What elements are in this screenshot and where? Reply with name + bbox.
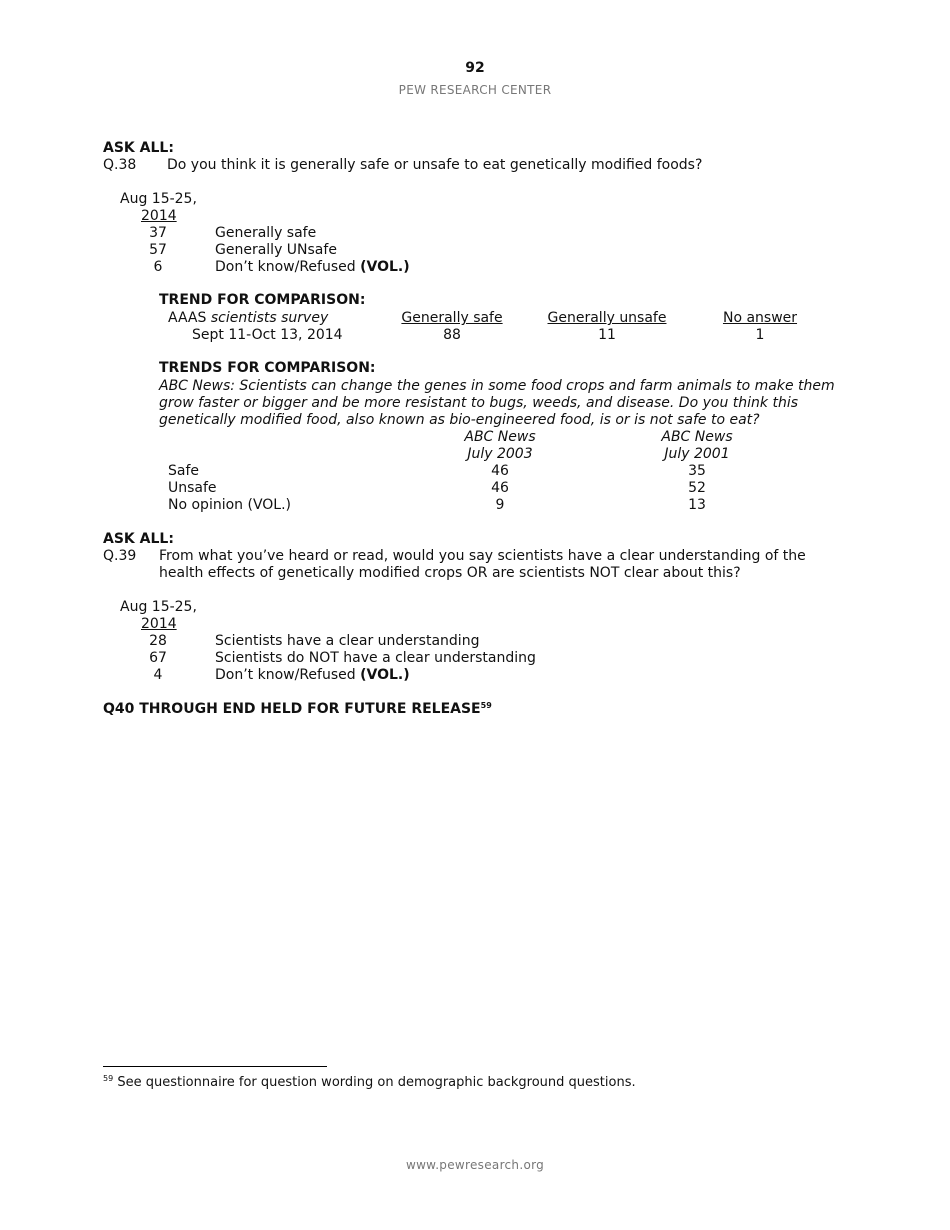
- page-number: 92: [465, 60, 485, 76]
- q39-dk-vol: (VOL.): [360, 667, 410, 683]
- q38-row-value: 57: [149, 242, 167, 258]
- trends-para-line: grow faster or bigger and be more resistant to bugs, weeds, and disease. Do you think this: [159, 395, 799, 411]
- q39-row-value: 4: [153, 667, 163, 683]
- trend-title: TREND FOR COMPARISON:: [159, 292, 366, 308]
- footnote-divider: [103, 1066, 327, 1067]
- q38-row-value: 6: [153, 259, 163, 275]
- trends-row-label: No opinion (VOL.): [168, 497, 292, 513]
- q38-question: Do you think it is generally safe or unsafe to eat genetically modified foods?: [167, 157, 703, 173]
- held-release-text: Q40 THROUGH END HELD FOR FUTURE RELEASE: [103, 701, 481, 717]
- trends-col1-line2: July 2003: [467, 446, 533, 462]
- q39-row-label-dk: [215, 667, 410, 684]
- footer-url: www.pewresearch.org: [405, 1158, 545, 1172]
- trends-para-line: genetically modified food, also known as bio-engineered food, is or is not safe to eat?: [159, 412, 760, 428]
- q38-date-line2: 2014: [141, 208, 177, 224]
- q38-row-value: 37: [149, 225, 167, 241]
- trends-row-v1: 46: [491, 480, 509, 496]
- trend-col-unsafe: Generally unsafe: [547, 310, 667, 326]
- trends-col1-line1: ABC News: [464, 429, 536, 445]
- trends-row-label: Unsafe: [168, 480, 217, 496]
- footnote-marker: 59: [103, 1074, 114, 1083]
- trends-row-label: Safe: [168, 463, 200, 479]
- q38-date-line1: Aug 15-25,: [120, 191, 197, 207]
- trend-value-unsafe: 11: [598, 327, 616, 343]
- q39-ask-all: ASK ALL:: [103, 531, 174, 547]
- trend-source-prefix: AAAS: [168, 310, 207, 326]
- trends-row-v1: 46: [491, 463, 509, 479]
- trends-row-v2: 13: [688, 497, 706, 513]
- trends-row-v2: 52: [688, 480, 706, 496]
- q39-row-label: Scientists have a clear understanding: [215, 633, 480, 649]
- trends-col2-line2: July 2001: [664, 446, 730, 462]
- trend-source-italic: scientists survey: [210, 310, 329, 326]
- footnote-reference: 59: [480, 701, 492, 710]
- q39-dk-label: Don’t know/Refused: [215, 667, 356, 683]
- trends-row-v2: 35: [688, 463, 706, 479]
- held-release-note: [103, 701, 492, 718]
- q39-question-line: health effects of genetically modified crops OR are scientists NOT clear about this?: [159, 565, 741, 581]
- trend-col-noanswer: No answer: [722, 310, 798, 326]
- footnote: [103, 1074, 636, 1091]
- q38-row-label: Generally UNsafe: [215, 242, 337, 258]
- q39-date-line1: Aug 15-25,: [120, 599, 197, 615]
- q39-number: Q.39: [103, 548, 137, 564]
- trends-col2-line1: ABC News: [661, 429, 733, 445]
- q39-date-line2: 2014: [141, 616, 177, 632]
- q38-dk-label: Don’t know/Refused: [215, 259, 356, 275]
- trend-source: [168, 310, 328, 327]
- q38-row-label-dk: [215, 259, 410, 276]
- trend-col-safe: Generally safe: [401, 310, 503, 326]
- q39-row-label: Scientists do NOT have a clear understanding: [215, 650, 536, 666]
- q39-row-value: 67: [149, 650, 167, 666]
- q39-row-value: 28: [149, 633, 167, 649]
- trend-row-label: Sept 11-Oct 13, 2014: [192, 327, 343, 343]
- trend-value-noanswer: 1: [755, 327, 765, 343]
- q39-question-line: From what you’ve heard or read, would you say scientists have a clear understanding of the: [159, 548, 806, 564]
- q38-dk-vol: (VOL.): [360, 259, 410, 275]
- trend-value-safe: 88: [443, 327, 461, 343]
- trends-row-v1: 9: [495, 497, 505, 513]
- q38-ask-all: ASK ALL:: [103, 140, 174, 156]
- org-name: PEW RESEARCH CENTER: [398, 83, 552, 97]
- trends-title: TRENDS FOR COMPARISON:: [159, 360, 376, 376]
- footnote-text: See questionnaire for question wording on demographic background questions.: [117, 1075, 636, 1090]
- q38-row-label: Generally safe: [215, 225, 317, 241]
- trends-para-line: ABC News: Scientists can change the genes in some food crops and farm animals to make them: [159, 378, 835, 394]
- q38-number: Q.38: [103, 157, 137, 173]
